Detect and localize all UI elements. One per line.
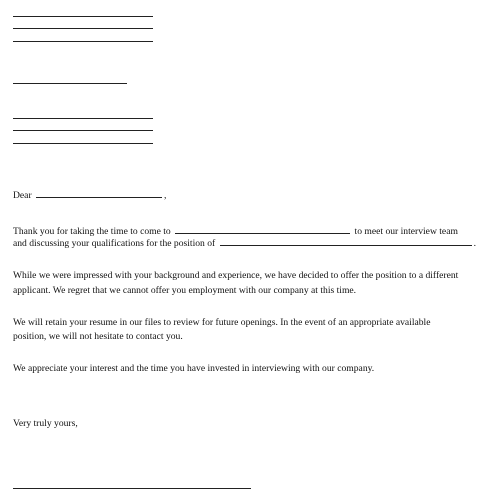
- sender-address-line-2[interactable]: [13, 28, 153, 29]
- company-location-blank[interactable]: [175, 223, 350, 234]
- recipient-address-line-1[interactable]: [13, 118, 153, 119]
- position-title-blank[interactable]: [220, 235, 472, 246]
- paragraph-appreciation: We appreciate your interest and the time you have invested in interviewing with our company.: [13, 363, 375, 374]
- recipient-name-blank[interactable]: [36, 187, 162, 198]
- p1-line1-text-before: Thank you for taking the time to come to: [13, 226, 171, 237]
- recipient-address-line-3[interactable]: [13, 143, 153, 144]
- recipient-address-line-2[interactable]: [13, 130, 153, 131]
- signature-line[interactable]: [13, 488, 251, 489]
- p1-line1-text-after: to meet our interview team: [354, 226, 458, 237]
- paragraph-3-line-1: We will retain your resume in our files to review for future openings. In the event of an appropriate available: [13, 317, 431, 328]
- p1-line2-text-before: and discussing your qualifications for the position of: [13, 238, 216, 249]
- paragraph-2-line-2: applicant. We regret that we cannot offer you employment with our company at this time.: [13, 285, 357, 296]
- salutation-prefix: Dear: [13, 190, 32, 201]
- paragraph-1-line-2: [13, 235, 495, 251]
- salutation: [13, 187, 495, 203]
- closing: Very truly yours,: [13, 418, 78, 429]
- paragraph-3-line-2: position, we will not hesitate to contact you.: [13, 331, 183, 342]
- paragraph-2-line-1: While we were impressed with your background and experience, we have decided to offer the position to a different: [13, 270, 459, 281]
- sender-address-line-3[interactable]: [13, 41, 153, 42]
- date-line[interactable]: [13, 83, 127, 84]
- sender-address-line-1[interactable]: [13, 16, 153, 17]
- salutation-suffix: ,: [164, 190, 167, 201]
- p1-line2-text-after: .: [473, 238, 477, 249]
